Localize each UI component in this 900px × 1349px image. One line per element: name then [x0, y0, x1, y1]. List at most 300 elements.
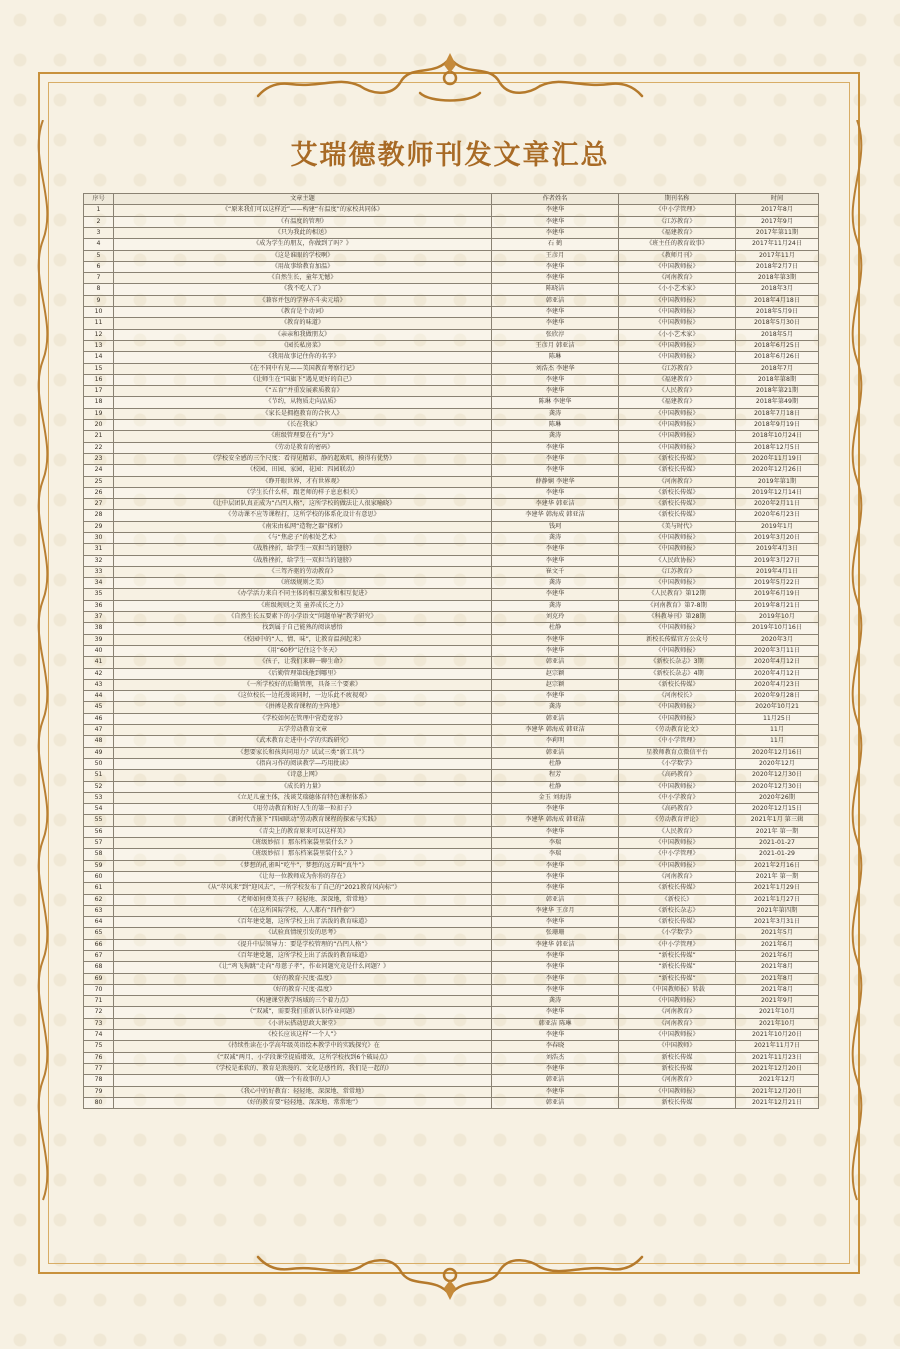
cell-index: 71: [84, 996, 114, 1007]
cell-journal: 《中国教师报》: [619, 352, 736, 363]
cell-author: 李建华: [492, 453, 619, 464]
cell-title: 《校长应该这样“一个人”》: [114, 1030, 492, 1041]
cell-title: 《班级妙招丨 那东档案袋里装什么？》: [114, 838, 492, 849]
cell-index: 47: [84, 725, 114, 736]
cell-journal: 《中国教师报》: [619, 544, 736, 555]
table-row: [84, 612, 819, 623]
cell-index: 28: [84, 510, 114, 521]
cell-index: 8: [84, 284, 114, 295]
page-title: 艾瑞德教师刊发文章汇总: [290, 140, 610, 171]
cell-title: 《班级管理要在有“为”》: [114, 431, 492, 442]
cell-title: 《有温度的管理》: [114, 216, 492, 227]
cell-author: 李建华: [492, 634, 619, 645]
cell-author: 李建华: [492, 826, 619, 837]
cell-author: 李春晓: [492, 1041, 619, 1052]
cell-journal: 《劳动教育评论》: [619, 815, 736, 826]
cell-title: 《孩子，让我们来聊一聊生命》: [114, 657, 492, 668]
cell-author: 钱珂: [492, 521, 619, 532]
cell-journal: 《新校长传媒》: [619, 679, 736, 690]
cell-title: 《试验真情统引发的思考》: [114, 928, 492, 939]
cell-date: 2021年2月16日: [736, 860, 819, 871]
cell-title: 《学校安全感的三个尺度：看得见精彩，静的起欢唱，摸得有优势》: [114, 453, 492, 464]
cell-date: 2019年5月22日: [736, 578, 819, 589]
cell-journal: 《中国教师报》: [619, 996, 736, 1007]
table-row: [84, 533, 819, 544]
cell-index: 41: [84, 657, 114, 668]
cell-journal: 新校长传媒官方公众号: [619, 634, 736, 645]
cell-index: 44: [84, 691, 114, 702]
cell-index: 13: [84, 340, 114, 351]
table-row: [84, 668, 819, 679]
cell-title: 《学校是柔软的、教育是浪漫的、文化是感性的，我们是一起的》: [114, 1063, 492, 1074]
cell-author: 李建华: [492, 917, 619, 928]
cell-date: 2021年11月23日: [736, 1052, 819, 1063]
cell-date: 2021年1月29日: [736, 883, 819, 894]
table-row: [84, 476, 819, 487]
cell-index: 67: [84, 950, 114, 961]
cell-author: 李建华: [492, 227, 619, 238]
cell-title: 《“双减”两月，小学段课堂提质增效，这所学校找到6个破局点》: [114, 1052, 492, 1063]
cell-title: 《兼容并包的学界亦斗卖元培》: [114, 295, 492, 306]
cell-index: 38: [84, 623, 114, 634]
cell-journal: 《河南教育》: [619, 871, 736, 882]
cell-title: 《自然生长，童年无憾》: [114, 273, 492, 284]
cell-journal: 《中国教师报》: [619, 431, 736, 442]
cell-date: 2018年3月: [736, 284, 819, 295]
cell-date: 2021年8月: [736, 962, 819, 973]
cell-author: 李建华 韩亚洁: [492, 939, 619, 950]
cell-journal: 《中国教师报》: [619, 340, 736, 351]
table-row: [84, 205, 819, 216]
cell-date: 2020年26期: [736, 792, 819, 803]
table-row: [84, 792, 819, 803]
table-row: [84, 239, 819, 250]
cell-author: 龚涛: [492, 533, 619, 544]
cell-author: 李建华: [492, 973, 619, 984]
cell-date: 2020年12月: [736, 758, 819, 769]
cell-date: 2020年6月23日: [736, 510, 819, 521]
cell-title: 《南宋由私网“造物之器”探析》: [114, 521, 492, 532]
cell-author: 王彦月 韩亚洁: [492, 340, 619, 351]
table-row: [84, 679, 819, 690]
cell-journal: 《人民政协报》: [619, 555, 736, 566]
cell-index: 51: [84, 770, 114, 781]
cell-index: 72: [84, 1007, 114, 1018]
cell-journal: 《福建教育》: [619, 227, 736, 238]
cell-author: 李建华: [492, 860, 619, 871]
cell-title: 《指向习作的阅读教学—巧用批读》: [114, 758, 492, 769]
cell-journal: 《高码教育》: [619, 770, 736, 781]
cell-index: 33: [84, 566, 114, 577]
cell-index: 53: [84, 792, 114, 803]
cell-date: 2018年7月: [736, 363, 819, 374]
cell-title: 《“原来我们可以这样近”——构建“有温度”的家校共同体》: [114, 205, 492, 216]
cell-journal: 《河南教育》: [619, 476, 736, 487]
cell-journal: 《福建教育》: [619, 374, 736, 385]
cell-index: 79: [84, 1086, 114, 1097]
cell-journal: 《新校长传媒》: [619, 465, 736, 476]
right-scroll-ornament: [842, 120, 872, 1230]
table-row: [84, 1075, 819, 1086]
cell-index: 24: [84, 465, 114, 476]
table-row: [84, 352, 819, 363]
cell-date: 2020年2月11日: [736, 499, 819, 510]
table-row: [84, 363, 819, 374]
cell-date: 2020年12月15日: [736, 804, 819, 815]
cell-author: 龚涛: [492, 996, 619, 1007]
cell-date: 2018年5月: [736, 329, 819, 340]
cell-index: 7: [84, 273, 114, 284]
cell-index: 32: [84, 555, 114, 566]
cell-author: 李建华: [492, 984, 619, 995]
table-row: [84, 261, 819, 272]
cell-date: 2019年8月21日: [736, 600, 819, 611]
cell-date: 2021年10月20日: [736, 1030, 819, 1041]
cell-title: 《立足儿童主体，浅谈艾瑞德体育特色课程体系》: [114, 792, 492, 803]
table-row: [84, 1030, 819, 1041]
table-row: [84, 442, 819, 453]
table-row: [84, 589, 819, 600]
cell-index: 9: [84, 295, 114, 306]
cell-date: 2021年6月: [736, 950, 819, 961]
cell-index: 70: [84, 984, 114, 995]
cell-title: 《我用故事记住你的名字》: [114, 352, 492, 363]
table-row: [84, 510, 819, 521]
cell-title: 《校园中的“人、情、味”，让教育温润起来》: [114, 634, 492, 645]
table-row: [84, 747, 819, 758]
cell-title: 《让中层团队真正成为“凸凹人格”，这所学校的做法让人很家喻晓》: [114, 499, 492, 510]
cell-index: 19: [84, 408, 114, 419]
cell-author: 韩亚洁: [492, 657, 619, 668]
cell-title: 《用“60秒”记住这个冬天》: [114, 645, 492, 656]
cell-journal: 《中国教师报》: [619, 442, 736, 453]
table-row: [84, 894, 819, 905]
table-row: [84, 815, 819, 826]
cell-date: 2018年6月25日: [736, 340, 819, 351]
cell-author: 杜静: [492, 758, 619, 769]
table-row: [84, 713, 819, 724]
cell-author: 杜静: [492, 781, 619, 792]
cell-journal: 《中国教师报》: [619, 318, 736, 329]
table-row: [84, 1086, 819, 1097]
table-row: [84, 725, 819, 736]
cell-title: 《成为学生的朋友，你做到了吗？》: [114, 239, 492, 250]
table-row: [84, 284, 819, 295]
cell-date: 2018年7月18日: [736, 408, 819, 419]
table-row: [84, 826, 819, 837]
table-row: [84, 273, 819, 284]
cell-journal: 《劳动教育论文》: [619, 725, 736, 736]
cell-title: 《睁开眼世界，才有世界观》: [114, 476, 492, 487]
cell-index: 36: [84, 600, 114, 611]
cell-index: 25: [84, 476, 114, 487]
cell-author: 刘克玲: [492, 612, 619, 623]
cell-journal: 《江苏教育》: [619, 216, 736, 227]
cell-title: 《自然生长五要素下的小学语文“问题单导”教学研究》: [114, 612, 492, 623]
table-row: [84, 555, 819, 566]
cell-date: 11月: [736, 725, 819, 736]
cell-index: 22: [84, 442, 114, 453]
cell-author: 程芳: [492, 770, 619, 781]
cell-title: 《这是谁眼的学校啊》: [114, 250, 492, 261]
cell-journal: 《新校长传媒》: [619, 883, 736, 894]
left-scroll-ornament: [28, 120, 58, 1230]
table-row: [84, 736, 819, 747]
cell-journal: 《中国教师报》: [619, 702, 736, 713]
cell-index: 2: [84, 216, 114, 227]
table-row: [84, 340, 819, 351]
cell-author: 石 鹤: [492, 239, 619, 250]
cell-date: 2021年12月20日: [736, 1086, 819, 1097]
table-row: [84, 487, 819, 498]
cell-title: 《亲亲和我做朋友》: [114, 329, 492, 340]
cell-author: 李建华: [492, 1086, 619, 1097]
cell-journal: 《中国教师报》转载: [619, 984, 736, 995]
cell-index: 42: [84, 668, 114, 679]
cell-author: 韩亚洁: [492, 747, 619, 758]
cell-title: 《只为我此的相送》: [114, 227, 492, 238]
cell-index: 23: [84, 453, 114, 464]
cell-journal: 《新校长传媒》: [619, 917, 736, 928]
table-row: [84, 216, 819, 227]
cell-index: 12: [84, 329, 114, 340]
cell-journal: 《新校长传媒》: [619, 510, 736, 521]
cell-author: 刘浩杰: [492, 1052, 619, 1063]
cell-author: 李建华: [492, 589, 619, 600]
cell-index: 17: [84, 386, 114, 397]
cell-date: 2019年1月: [736, 521, 819, 532]
table-row: [84, 250, 819, 261]
cell-journal: 《中国教师报》: [619, 713, 736, 724]
cell-title: 《“五育”并重发展素质教育》: [114, 386, 492, 397]
cell-date: 2019年4月1日: [736, 566, 819, 577]
cell-date: 2019年12月14日: [736, 487, 819, 498]
cell-journal: 《中国教师报》: [619, 645, 736, 656]
cell-author: 韩亚洁: [492, 1075, 619, 1086]
cell-index: 57: [84, 838, 114, 849]
cell-journal: 《河南校长》: [619, 691, 736, 702]
cell-author: 李建华: [492, 950, 619, 961]
cell-date: 2020年12月16日: [736, 747, 819, 758]
cell-title: 《家长是拥抱教育的合伙人》: [114, 408, 492, 419]
cell-date: 2020年4月12日: [736, 657, 819, 668]
cell-index: 56: [84, 826, 114, 837]
cell-date: 2021年第四期: [736, 905, 819, 916]
cell-author: 李建华: [492, 883, 619, 894]
cell-title: 《武术教育走进中小学的实践研究》: [114, 736, 492, 747]
table-row: [84, 1018, 819, 1029]
header-title: 文章主题: [114, 194, 492, 205]
cell-author: 李建华: [492, 544, 619, 555]
cell-journal: 新校长传媒: [619, 1097, 736, 1108]
cell-journal: 《小学数学》: [619, 758, 736, 769]
cell-index: 73: [84, 1018, 114, 1029]
cell-date: 2020年9月28日: [736, 691, 819, 702]
cell-date: 2018年10月24日: [736, 431, 819, 442]
cell-journal: 星教师教育点微信平台: [619, 747, 736, 758]
table-row: [84, 623, 819, 634]
cell-journal: 《小小艺术家》: [619, 329, 736, 340]
cell-index: 75: [84, 1041, 114, 1052]
cell-journal: 《小小艺术家》: [619, 284, 736, 295]
cell-index: 1: [84, 205, 114, 216]
cell-journal: 《中小学教育》: [619, 792, 736, 803]
cell-index: 55: [84, 815, 114, 826]
cell-index: 65: [84, 928, 114, 939]
cell-date: 2020年3月11日: [736, 645, 819, 656]
table-row: [84, 996, 819, 1007]
cell-title: 《小讲坛搭动思政大课堂》: [114, 1018, 492, 1029]
table-row: [84, 420, 819, 431]
cell-index: 64: [84, 917, 114, 928]
cell-date: 2018年2月7日: [736, 261, 819, 272]
table-row: [84, 781, 819, 792]
table-row: [84, 883, 819, 894]
cell-date: 2018年12月5日: [736, 442, 819, 453]
cell-author: 李建华: [492, 205, 619, 216]
cell-date: 2017年9月: [736, 216, 819, 227]
cell-title: 《一所学校好的后勤管理，具备三个要素》: [114, 679, 492, 690]
cell-date: 2021年12月: [736, 1075, 819, 1086]
cell-title: 《节约，从物质走向品质》: [114, 397, 492, 408]
cell-author: 李建华: [492, 1007, 619, 1018]
cell-title: 《好的教育·尺度·温度》: [114, 973, 492, 984]
cell-date: 2019年10月: [736, 612, 819, 623]
cell-journal: 《教师月刊》: [619, 250, 736, 261]
cell-date: 2021-01-27: [736, 838, 819, 849]
cell-index: 54: [84, 804, 114, 815]
cell-date: 2018年4月18日: [736, 295, 819, 306]
header-index: 序号: [84, 194, 114, 205]
cell-author: 李建华: [492, 374, 619, 385]
cell-author: 李建华: [492, 273, 619, 284]
table-row: [84, 634, 819, 645]
cell-journal: 《美与时代》: [619, 521, 736, 532]
cell-date: 2017年11月: [736, 250, 819, 261]
cell-author: 李建华: [492, 962, 619, 973]
cell-title: 《青尖上的教育原来可以这样美》: [114, 826, 492, 837]
cell-title: 《战胜挫折，给学生一双担当的翅膀》: [114, 544, 492, 555]
cell-author: 韩亚洁: [492, 295, 619, 306]
cell-index: 52: [84, 781, 114, 792]
table-row: [84, 1097, 819, 1108]
cell-author: 李建华: [492, 1063, 619, 1074]
cell-title: 《园长私房菜》: [114, 340, 492, 351]
table-row: [84, 499, 819, 510]
cell-author: 刘浩杰 李建华: [492, 363, 619, 374]
cell-date: 2019年4月3日: [736, 544, 819, 555]
cell-title: 《在这所国际学校，人人都有“四件套”》: [114, 905, 492, 916]
cell-author: 李建华: [492, 307, 619, 318]
cell-journal: 《新校长杂志》: [619, 905, 736, 916]
cell-title: 《拼搏是教育课程的主阵地》: [114, 702, 492, 713]
cell-journal: 《新校长传媒》: [619, 499, 736, 510]
cell-date: 2019年6月19日: [736, 589, 819, 600]
header-date: 时间: [736, 194, 819, 205]
cell-date: 2017年8月: [736, 205, 819, 216]
cell-journal: 《河南教育》第7-8期: [619, 600, 736, 611]
cell-index: 35: [84, 589, 114, 600]
cell-date: 2021年8月: [736, 984, 819, 995]
table-row: [84, 1007, 819, 1018]
table-row: [84, 307, 819, 318]
table-row: [84, 1063, 819, 1074]
cell-title: 《百年建党题，这所学校上出了活泼的教育味道》: [114, 917, 492, 928]
cell-author: 杜静: [492, 623, 619, 634]
cell-index: 29: [84, 521, 114, 532]
cell-journal: 《中小学管理》: [619, 939, 736, 950]
cell-date: 11月25日: [736, 713, 819, 724]
cell-date: 2021年 第一期: [736, 871, 819, 882]
cell-date: 2021年11月7日: [736, 1041, 819, 1052]
cell-author: 李建华: [492, 465, 619, 476]
cell-title: 《后勤管理第线他到哪里》: [114, 668, 492, 679]
cell-index: 46: [84, 713, 114, 724]
cell-journal: 《中国教师报》: [619, 781, 736, 792]
cell-journal: 《中国教师报》: [619, 860, 736, 871]
cell-author: 张欣淳: [492, 329, 619, 340]
cell-journal: 《新校长杂志》3期: [619, 657, 736, 668]
header-journal: 期刊名称: [619, 194, 736, 205]
cell-title: 《让每一位教师成为你你的存在》: [114, 871, 492, 882]
table-row: [84, 905, 819, 916]
cell-journal: 《中国教师报》: [619, 261, 736, 272]
table-row: [84, 702, 819, 713]
cell-title: 《老师如何费美孩子？轻轻地、深深地，常常地》: [114, 894, 492, 905]
table-body: [84, 205, 819, 1109]
cell-index: 10: [84, 307, 114, 318]
table-row: [84, 860, 819, 871]
cell-author: 韩亚洁: [492, 1097, 619, 1108]
cell-date: 2021年1月27日: [736, 894, 819, 905]
cell-index: 4: [84, 239, 114, 250]
cell-author: 李建华: [492, 386, 619, 397]
cell-index: 30: [84, 533, 114, 544]
table-row: [84, 871, 819, 882]
cell-journal: 《中国教师报》: [619, 1086, 736, 1097]
cell-index: 15: [84, 363, 114, 374]
cell-index: 40: [84, 645, 114, 656]
cell-journal: 《高码教育》: [619, 804, 736, 815]
table-row: [84, 386, 819, 397]
cell-author: 陈晓洁: [492, 284, 619, 295]
cell-title: 《教育的味道》: [114, 318, 492, 329]
cell-author: 李瑞: [492, 838, 619, 849]
cell-date: 2018年5月9日: [736, 307, 819, 318]
cell-author: 陈琳 李建华: [492, 397, 619, 408]
cell-title: 《新时代背景下“四园联动”劳动教育课程的探索与实践》: [114, 815, 492, 826]
cell-date: 2021年 第一期: [736, 826, 819, 837]
cell-author: 李建华: [492, 318, 619, 329]
cell-date: 2020年4月23日: [736, 679, 819, 690]
cell-author: 张珊珊: [492, 928, 619, 939]
table-row: [84, 431, 819, 442]
cell-author: 薛静娴 李建华: [492, 476, 619, 487]
cell-title: 《班级规则之美 童养成长之力》: [114, 600, 492, 611]
cell-date: 2017年第11期: [736, 227, 819, 238]
cell-author: 陈琳: [492, 420, 619, 431]
cell-index: 26: [84, 487, 114, 498]
cell-date: 2020年12月30日: [736, 781, 819, 792]
table-row: [84, 227, 819, 238]
table-row: [84, 838, 819, 849]
cell-title: 《好的教育要“轻轻地、深深地、常常地”》: [114, 1097, 492, 1108]
cell-title: 《学校如何在管理中营造宽容》: [114, 713, 492, 724]
table-row: [84, 917, 819, 928]
cell-date: 2021年10月: [736, 1018, 819, 1029]
cell-index: 74: [84, 1030, 114, 1041]
cell-title: 《用劳动教育和好人生的第一粒扣子》: [114, 804, 492, 815]
